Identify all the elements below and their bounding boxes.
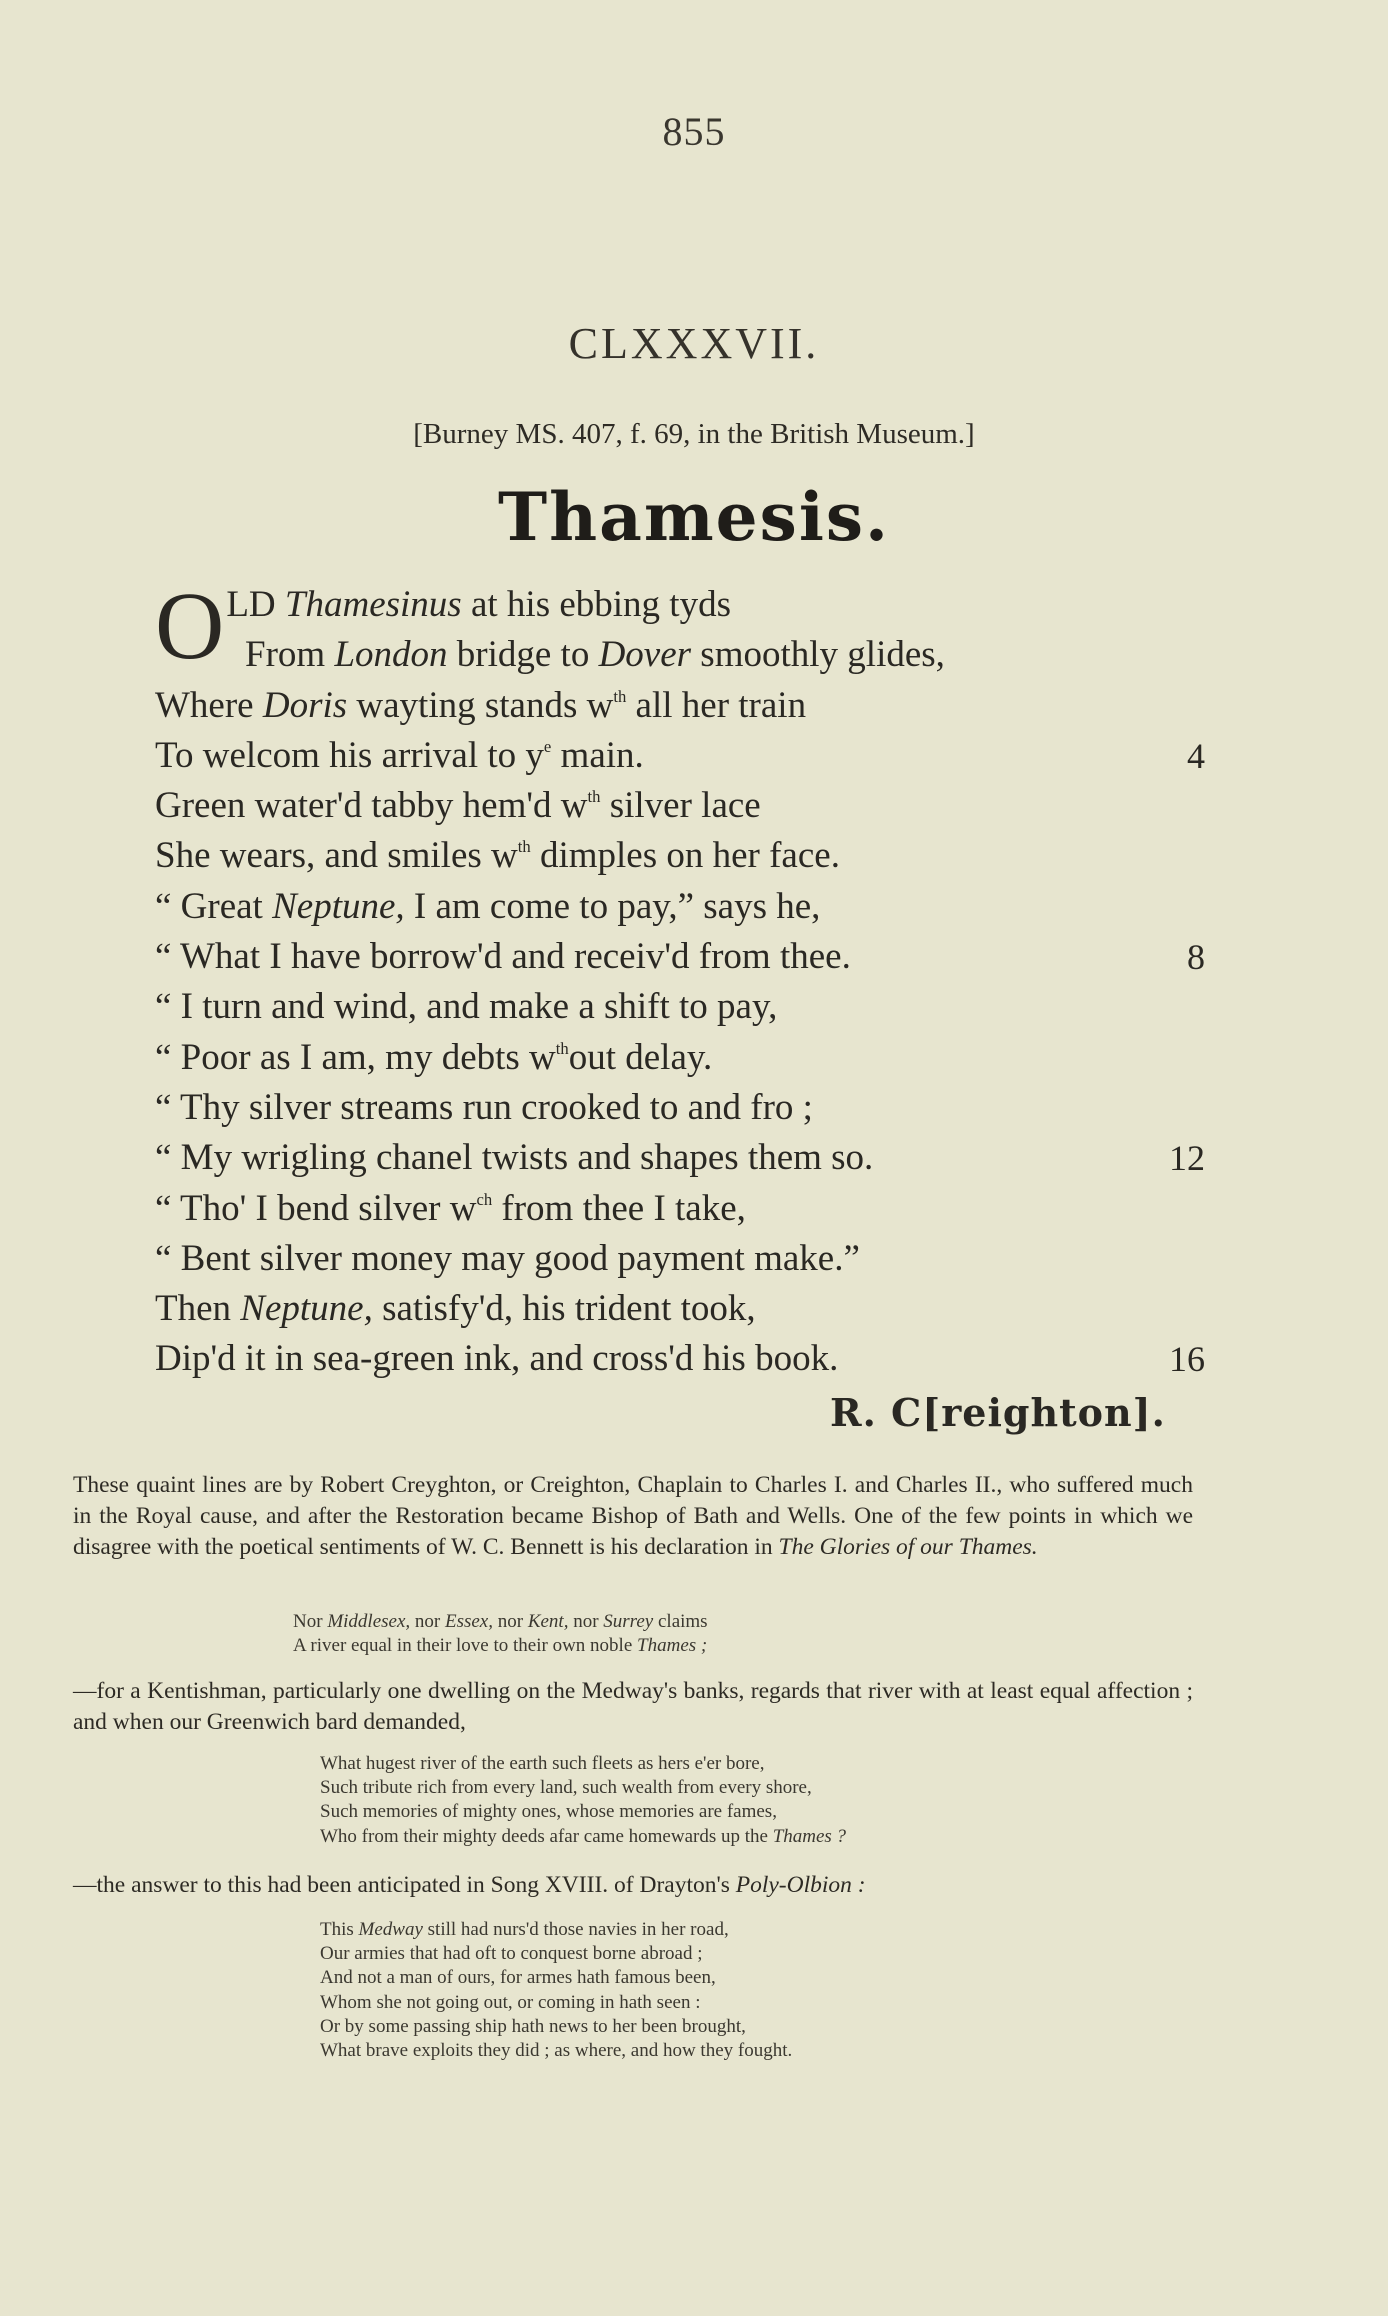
- text-run: This: [320, 1919, 359, 1940]
- text-run: silver lace: [600, 785, 761, 827]
- text-run: Then: [155, 1288, 241, 1330]
- poem-signature: R. C[reighton].: [830, 1390, 1166, 1435]
- quote-line: [320, 1991, 792, 2015]
- line-number: 8: [1187, 937, 1205, 978]
- manuscript-source: [Burney MS. 407, f. 69, in the British Museum.]: [413, 418, 975, 450]
- poem-line: [155, 982, 1205, 1032]
- poem-line-text: [155, 1133, 873, 1183]
- poem-line-text: [155, 1033, 712, 1083]
- poem-line-text: [155, 1334, 838, 1384]
- poem-line-text: [155, 831, 840, 881]
- text-run: “ What I have borrow'd and receiv'd from thee.: [155, 936, 851, 978]
- text-run: “ Poor as I am, my debts w: [155, 1036, 556, 1078]
- quote-line: [320, 1966, 792, 1990]
- text-run: Whom she not going out, or coming in hath seen :: [320, 1991, 701, 2013]
- text-run: Who from their mighty deeds afar came homewards up the: [320, 1825, 773, 1847]
- quote-line: [293, 1634, 708, 1658]
- text-run: “ Bent silver money may good payment make.”: [155, 1237, 860, 1279]
- text-run: bridge to: [447, 634, 599, 676]
- poem-line: [155, 1234, 1205, 1284]
- poem-line-text: [155, 932, 851, 982]
- page-number: 855: [662, 109, 726, 154]
- quote-line: [320, 1800, 846, 1824]
- poem-line-text: [155, 1234, 860, 1284]
- italic-text: Poly-Olbion :: [735, 1872, 866, 1898]
- text-run: nor: [410, 1611, 445, 1632]
- text-run: Nor: [293, 1611, 328, 1632]
- text-run: dimples on her face.: [530, 835, 840, 877]
- poem-line: [155, 932, 1205, 982]
- superscript: th: [613, 686, 627, 706]
- quote-line: [320, 1942, 792, 1966]
- quote-line: [293, 1610, 708, 1634]
- text-run: She wears, and smiles w: [155, 835, 518, 877]
- superscript: th: [587, 787, 601, 807]
- poem-line-text: [155, 681, 806, 731]
- poem-title: Thamesis.: [497, 478, 891, 556]
- italic-text: Neptune,: [240, 1288, 373, 1330]
- line-number: 16: [1169, 1339, 1205, 1380]
- quote-line: [320, 1918, 792, 1942]
- text-run: LD: [226, 584, 285, 625]
- poem-line: [155, 781, 1205, 831]
- text-run: “ Great: [155, 885, 273, 927]
- text-run: What hugest river of the earth such fleets as hers e'er bore,: [320, 1753, 765, 1774]
- text-run: wayting stands w: [347, 684, 614, 726]
- quote-line: [320, 1825, 846, 1849]
- italic-text: Thames ?: [772, 1825, 847, 1847]
- quote-line: [320, 1776, 846, 1800]
- text-run: “ My wrigling chanel twists and shapes them so.: [155, 1137, 874, 1179]
- superscript: ch: [476, 1189, 493, 1209]
- text-run: nor: [568, 1611, 604, 1632]
- quote-poly-olbion: [320, 1918, 792, 2063]
- text-run: claims: [653, 1611, 708, 1632]
- text-run: out delay.: [568, 1036, 713, 1078]
- poem-line: [155, 882, 1205, 932]
- text-run: From: [245, 634, 335, 676]
- poem-line-text: [155, 882, 820, 932]
- poem-line: [155, 1133, 1205, 1183]
- italic-text: Essex,: [444, 1611, 493, 1632]
- text-run: satisfy'd, his trident took,: [372, 1288, 756, 1330]
- poem-line: [155, 1334, 1205, 1384]
- text-run: “ Thy silver streams run crooked to and fro ;: [155, 1086, 813, 1128]
- text-run: —for a Kentishman, particularly one dwelling on the Medway's banks, regards that river with at least equal affection ; and when our Greenwich bard demanded,: [73, 1678, 1193, 1735]
- italic-text: Middlesex,: [327, 1611, 411, 1632]
- drop-cap: O: [155, 572, 225, 679]
- text-run: —the answer to this had been anticipated in Song XVIII. of Drayton's: [73, 1872, 736, 1898]
- poem-line: [155, 831, 1205, 881]
- poem-body: [155, 572, 1205, 1385]
- superscript: th: [555, 1038, 569, 1058]
- text-run: all her train: [626, 684, 807, 726]
- poem-line-text: [155, 731, 644, 781]
- poem-line-text: [155, 630, 945, 680]
- text-run: A river equal in their love to their own noble: [293, 1635, 638, 1657]
- text-run: main.: [551, 734, 644, 776]
- superscript: e: [543, 736, 552, 756]
- poem-line: [155, 731, 1205, 781]
- poem-line-text: [155, 781, 761, 831]
- italic-text: Kent,: [527, 1611, 569, 1632]
- poem-line: [155, 1284, 1205, 1334]
- italic-text: Medway: [358, 1919, 423, 1940]
- text-run: Where: [155, 684, 263, 726]
- italic-text: Surrey: [603, 1611, 654, 1632]
- line-number: 4: [1187, 735, 1205, 776]
- quote-line: [320, 2039, 792, 2063]
- editorial-note-1: [73, 1470, 1193, 1563]
- editorial-note-3: [73, 1870, 1193, 1901]
- italic-text: Doris: [262, 684, 348, 726]
- text-run: These quaint lines are by Robert Creyghton, or Creighton, Chaplain to Charles I. and Charles II., who suffered much in the Royal cause, and after the Restoration became Bishop of Bath and Wells. One of the few points in which we disagree with the poetical sentiments of W. C. Bennett is his declaration in: [73, 1472, 1193, 1560]
- italic-text: Thamesinus: [284, 584, 462, 625]
- quote-line: [320, 1752, 846, 1776]
- poem-line: [155, 630, 1205, 680]
- poem-line-text: [155, 1184, 746, 1234]
- text-run: “ Tho' I bend silver w: [155, 1187, 477, 1229]
- poem-line-text: [155, 1284, 756, 1334]
- editorial-note-2: [73, 1676, 1193, 1738]
- poem-number-heading: CLXXXVII.: [568, 319, 820, 368]
- text-run: “ I turn and wind, and make a shift to pay,: [155, 986, 778, 1028]
- text-run: To welcom his arrival to y: [155, 734, 544, 776]
- text-run: Dip'd it in sea-green ink, and cross'd his book.: [155, 1338, 839, 1380]
- quote-greenwich-bard: [320, 1752, 846, 1849]
- poem-line: [155, 1083, 1205, 1133]
- text-run: Such tribute rich from every land, such wealth from every shore,: [320, 1777, 812, 1799]
- italic-text: Thames ;: [637, 1635, 708, 1657]
- quote-middlesex: [293, 1610, 708, 1658]
- poem-line: [155, 681, 1205, 731]
- poem-line: [155, 1184, 1205, 1234]
- line-number: 12: [1169, 1138, 1205, 1179]
- superscript: th: [517, 837, 531, 857]
- text-run: I am come to pay,” says he,: [404, 885, 821, 927]
- text-run: Or by some passing ship hath news to her been brought,: [320, 2015, 746, 2037]
- text-run: Green water'd tabby hem'd w: [155, 785, 588, 827]
- italic-text: The Glories of our Thames.: [778, 1534, 1038, 1560]
- text-run: smoothly glides,: [691, 634, 945, 676]
- text-run: still had nurs'd those navies in her road,: [422, 1919, 729, 1940]
- italic-text: Dover: [598, 634, 692, 676]
- quote-line: [320, 2015, 792, 2039]
- poem-line-text: [155, 982, 777, 1032]
- poem-line: [155, 1033, 1205, 1083]
- text-run: at his ebbing tyds: [461, 584, 731, 625]
- italic-text: Neptune,: [272, 885, 405, 927]
- text-run: And not a man of ours, for armes hath famous been,: [320, 1967, 716, 1989]
- text-run: What brave exploits they did ; as where, and how they fought.: [320, 2040, 793, 2062]
- text-run: from thee I take,: [492, 1187, 746, 1229]
- italic-text: London: [334, 634, 448, 676]
- text-run: nor: [492, 1611, 528, 1632]
- text-run: Our armies that had oft to conquest borne abroad ;: [320, 1943, 703, 1965]
- poem-line-text: [155, 1083, 813, 1133]
- text-run: Such memories of mighty ones, whose memories are fames,: [320, 1801, 777, 1823]
